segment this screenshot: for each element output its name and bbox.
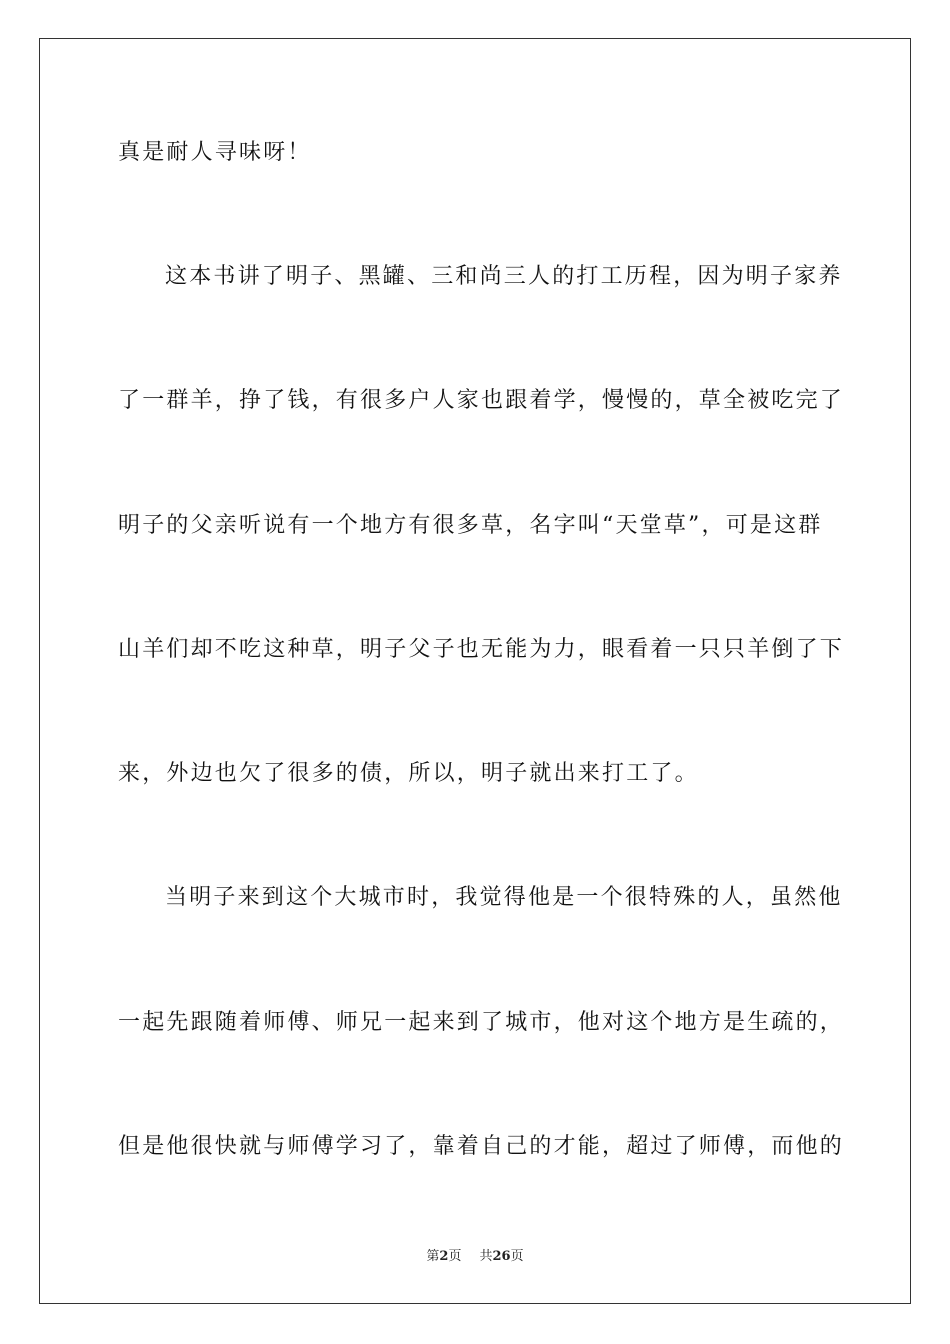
paragraph-2-line-2: 一起先跟随着师傅、师兄一起来到了城市，他对这个地方是生疏的，: [118, 1010, 845, 1035]
page-footer: [0, 1248, 950, 1266]
paragraph-1-line-3: 明子的父亲听说有一个地方有很多草，名字叫“天堂草”，可是这群: [118, 513, 823, 538]
total-prefix: 共: [479, 1249, 493, 1264]
paragraph-1-line-1: 这本书讲了明子、黑罐、三和尚三人的打工历程，因为明子家养: [165, 264, 843, 289]
paragraph-1-line-2: 了一群羊，挣了钱，有很多户人家也跟着学，慢慢的，草全被吃完了: [118, 388, 845, 413]
paragraph-2-line-3: 但是他很快就与师傅学习了，靠着自己的才能，超过了师傅，而他的: [118, 1134, 845, 1159]
total-suffix: 页: [510, 1249, 524, 1264]
paragraph-1-line-5: 来，外边也欠了很多的债，所以，明子就出来打工了。: [118, 761, 699, 786]
page-prefix: 第: [426, 1249, 440, 1264]
page-border: [39, 38, 911, 1304]
page-number: 2: [439, 1249, 449, 1264]
paragraph-1-line-4: 山羊们却不吃这种草，明子父子也无能为力，眼看着一只只羊倒了下: [118, 637, 845, 662]
total-pages: 26: [492, 1249, 511, 1264]
text-line-1: 真是耐人寻味呀！: [118, 140, 312, 165]
page-suffix: 页: [448, 1249, 462, 1264]
paragraph-2-line-1: 当明子来到这个大城市时，我觉得他是一个很特殊的人，虽然他: [165, 885, 843, 910]
